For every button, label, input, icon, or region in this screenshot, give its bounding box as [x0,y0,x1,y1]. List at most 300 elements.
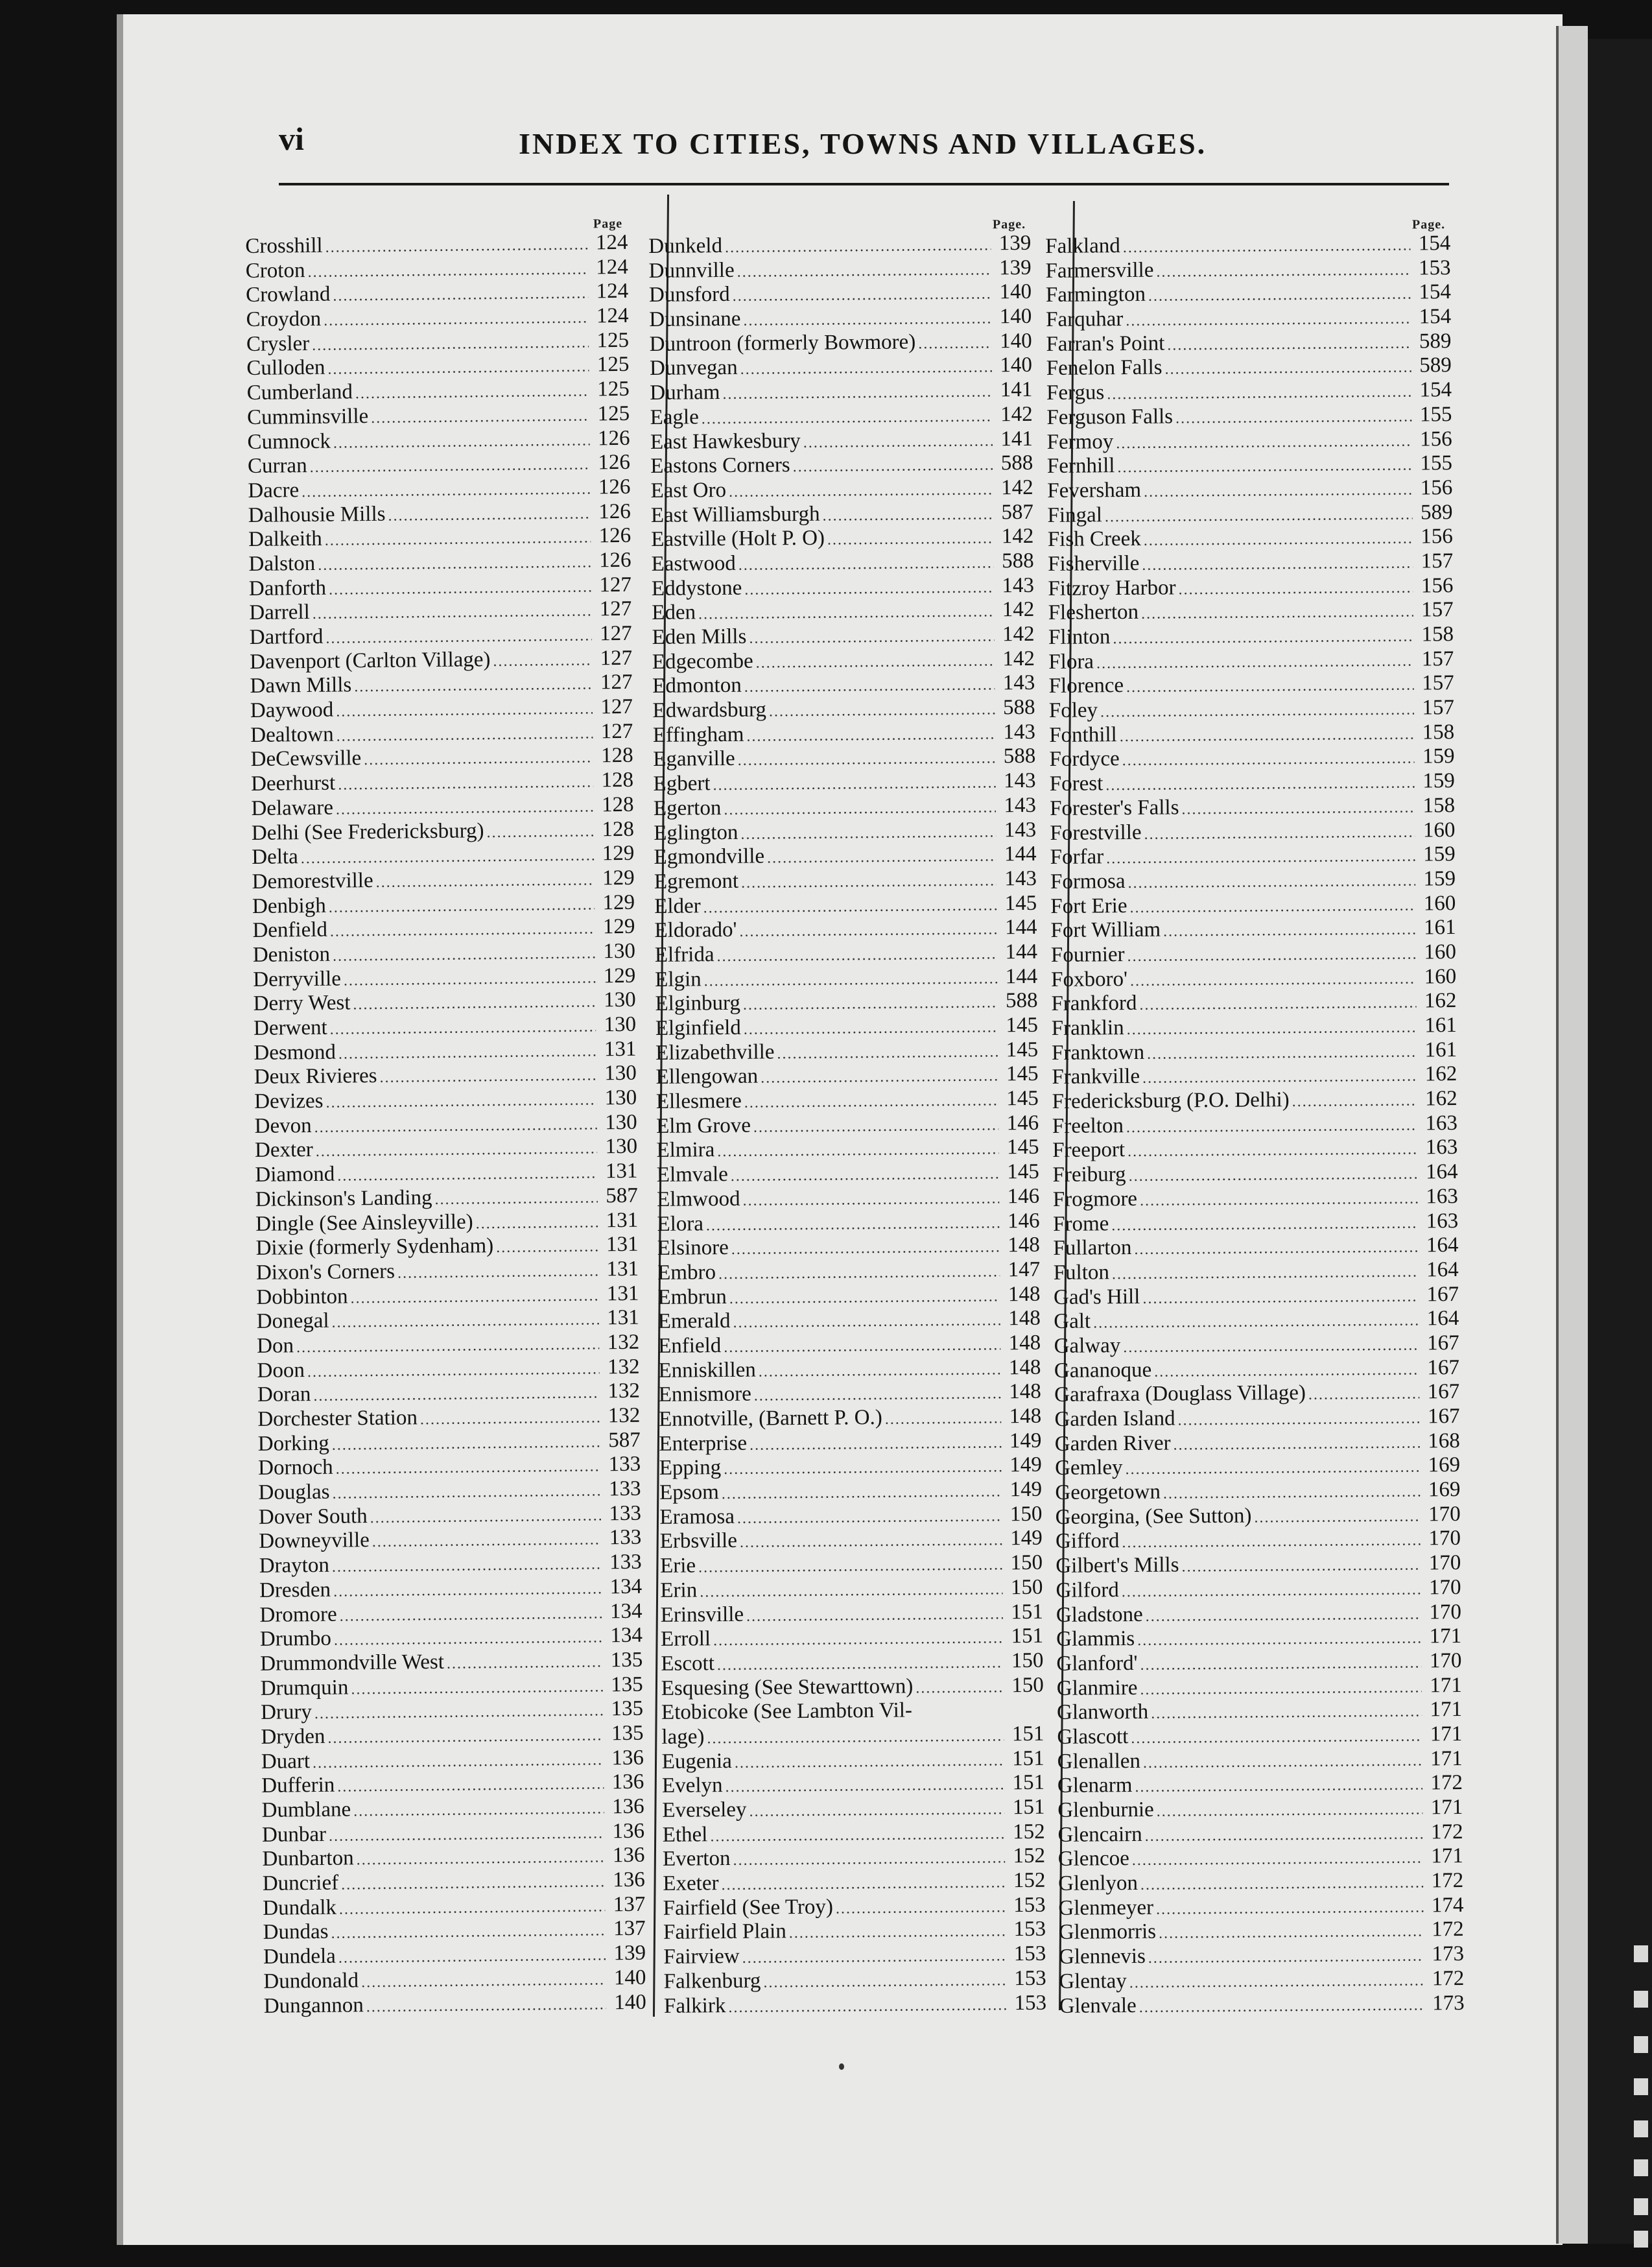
place-name: Duncrief [262,1871,339,1895]
place-name: Dunvegan [649,356,738,381]
page-number: 167 [1427,1380,1460,1404]
index-entry [246,329,629,357]
dot-leader [330,921,595,941]
place-name: Dorking [257,1431,329,1456]
index-entry [658,1355,1041,1383]
page-number: 124 [595,230,628,255]
page-number: 167 [1426,1331,1459,1355]
place-name: Farmersville [1045,258,1154,283]
dot-leader [364,750,593,770]
page-number: 171 [1430,1722,1463,1746]
index-entry [1056,1551,1461,1579]
index-entry [1052,1111,1457,1139]
dot-leader [1107,384,1411,404]
dot-leader [1292,1093,1417,1111]
index-entry [1049,696,1454,724]
page-number: 153 [1013,1917,1046,1941]
dot-leader [1159,1923,1424,1943]
index-entry [1059,1991,1464,2019]
page-number: 128 [602,817,635,841]
place-name: Glenarm [1057,1774,1133,1798]
dot-leader [434,1189,598,1209]
index-entry [1048,525,1453,552]
page-number: 147 [1008,1257,1041,1282]
index-entry [654,916,1037,944]
place-name: Embrun [657,1285,727,1309]
place-name: Freelton [1052,1113,1124,1138]
dot-leader [338,1947,606,1967]
dot-leader [1105,775,1415,795]
index-entry [659,1502,1042,1530]
place-name: Glanworth [1056,1700,1149,1725]
dot-leader [698,1556,1002,1576]
page-number: 143 [1004,866,1037,891]
page-number: 131 [607,1305,639,1330]
page-number: 150 [1010,1550,1043,1575]
index-entry [663,1893,1046,1921]
index-entry [246,353,629,381]
dot-leader [496,1239,598,1257]
place-name: Croton [245,258,305,283]
dot-leader [713,774,995,794]
place-name: Croydon [246,307,322,332]
dot-leader [313,1385,600,1406]
page-number: 148 [1008,1355,1041,1379]
page-number: 143 [1002,573,1035,597]
place-name: East Hawkesbury [650,429,801,454]
place-name: Forestville [1050,820,1142,845]
place-name: Glenallen [1057,1749,1141,1774]
place-name: Crysler [246,331,310,356]
place-name: Farquhar [1046,307,1124,332]
page-number: 124 [596,255,628,279]
place-name: Frankville [1052,1065,1140,1089]
dot-leader [314,1703,603,1724]
index-entry [1049,745,1454,773]
place-name: Fermoy [1046,429,1114,454]
place-name: Dobbinton [256,1284,348,1309]
page-number: 167 [1426,1282,1459,1306]
index-entry [1051,965,1456,993]
index-entry [1052,1014,1457,1041]
index-entry [1057,1722,1462,1750]
dot-leader [731,1239,1000,1259]
dot-leader [1127,1141,1417,1161]
index-entry [254,1086,637,1115]
index-entry [247,402,630,431]
place-name: Culloden [246,356,325,381]
index-entry [1054,1356,1459,1384]
page-number: 128 [601,768,634,792]
place-name: Dixie (formerly Sydenham) [255,1234,494,1261]
header-rule [279,183,1449,185]
index-entry [258,1428,641,1456]
page-number: 126 [598,475,631,499]
place-name: Enniskillen [658,1358,756,1383]
index-entry [659,1429,1041,1456]
place-name: Foley [1048,698,1098,723]
dot-leader [336,700,593,720]
dot-leader [1147,1043,1417,1063]
place-name: Eden Mills [652,624,747,649]
page-number: 159 [1423,866,1456,891]
page-number: 160 [1424,964,1457,989]
page-number: 142 [1001,525,1034,549]
place-name: Elder [654,894,701,918]
dot-leader [334,1630,602,1650]
dot-leader [1129,1166,1418,1186]
index-entry [663,1869,1045,1897]
dot-leader [1145,1825,1423,1845]
index-entry [1046,329,1451,357]
place-name: Ellesmere [655,1089,742,1114]
index-entry [258,1453,641,1481]
dot-leader [341,1873,605,1893]
dot-leader [337,1776,604,1796]
index-entry [254,1062,637,1090]
place-name: Curran [247,454,307,479]
index-entry [1052,1160,1457,1188]
page-number: 127 [599,573,632,597]
dot-leader [731,1165,999,1185]
page-number: 136 [611,1746,644,1770]
index-entry [255,1159,637,1188]
place-name: Eastwood [651,551,736,576]
dot-leader [717,1141,998,1161]
index-entry [263,1868,645,1897]
place-name: Glenmorris [1058,1920,1157,1945]
page-number: 128 [600,744,633,768]
index-entry [1048,623,1454,650]
place-name: Dorchester Station [257,1406,418,1431]
page-number: 128 [601,792,634,817]
dot-leader [1157,1801,1423,1821]
dot-leader [885,1410,1002,1429]
page-number: 142 [1002,647,1035,671]
index-entry [1047,476,1452,504]
place-name: Fort William [1050,918,1161,943]
index-entry [246,304,628,333]
index-entry [650,427,1033,455]
page-number: 130 [604,1086,637,1110]
page-number: 143 [1002,671,1035,695]
index-entry [256,1257,639,1286]
index-entry [652,671,1035,699]
adjacent-page-text-fragment [1634,2198,1648,2215]
place-name: Deerhurst [250,771,336,796]
place-name: Darrell [249,600,310,625]
dot-leader [735,1752,1004,1772]
place-name: Garden River [1054,1431,1171,1456]
dot-leader [722,384,992,404]
index-entry [251,768,633,797]
dot-leader [743,995,998,1014]
index-entry [1049,720,1454,748]
index-entry [260,1624,643,1652]
dot-leader [1132,1850,1423,1870]
dot-leader [1113,628,1413,648]
index-entry [657,1258,1040,1286]
place-name: Eddystone [651,576,742,600]
dot-leader [332,1556,602,1576]
place-name: Derryville [253,967,342,991]
page-number: 124 [596,279,629,303]
place-name: Cumminsville [246,404,369,429]
page-number: 133 [608,1477,641,1501]
page-number: 130 [604,1110,637,1135]
page-number: 587 [606,1183,638,1208]
page-number: 169 [1428,1478,1461,1502]
index-entry [651,549,1033,577]
index-entry [1057,1698,1462,1726]
index-entry [246,279,628,308]
dot-leader [332,1482,600,1502]
adjacent-page-text-fragment [1634,2231,1648,2248]
index-entry [248,475,630,504]
dot-leader [353,1800,604,1820]
page-number: 152 [1013,1820,1045,1844]
index-entry [1050,867,1456,895]
page-number: 140 [614,1990,646,2014]
place-name: Evelyn [661,1774,723,1798]
place-name: Crowland [246,283,331,307]
page-number: 145 [1006,1038,1039,1062]
page-number: 174 [1431,1893,1464,1917]
page-title: INDEX TO CITIES, TOWNS AND VILLAGES. [519,127,1207,160]
dot-leader [1140,1875,1423,1894]
index-entry [246,255,628,284]
index-entry [250,646,632,674]
index-entry [1046,378,1452,406]
page-number: 163 [1426,1209,1459,1233]
index-entry [655,964,1037,992]
page-number: 151 [1012,1771,1045,1795]
index-entry [657,1209,1039,1237]
index-entry [1048,647,1454,675]
dot-leader [1126,311,1411,330]
page-number: 135 [610,1672,643,1696]
index-entry [248,549,631,577]
page-number: 153 [1013,1893,1046,1917]
page-number: 149 [1009,1477,1043,1502]
dot-leader [1112,1263,1419,1283]
dot-leader [1144,824,1415,843]
dot-leader [1156,1899,1424,1918]
dot-leader [338,1043,596,1063]
dot-leader [704,970,998,990]
page-number: 131 [604,1037,637,1061]
index-entry [253,988,635,1017]
index-entry [1048,549,1453,577]
place-name: Dunnville [648,258,735,283]
dot-leader [355,383,589,403]
place-name: Egremont [654,869,739,894]
dot-leader [1181,1557,1421,1576]
place-name: Dexter [254,1138,314,1163]
place-name: Eagle [650,405,699,429]
dot-leader [327,359,589,379]
place-name: Downeyville [259,1528,370,1554]
dot-leader [744,1019,998,1038]
dot-leader [1141,604,1413,623]
dot-leader [1142,1068,1417,1087]
place-name: Fisherville [1048,551,1140,576]
index-entry [1055,1478,1460,1506]
dot-leader [733,1850,1005,1870]
page-number: 142 [1002,622,1035,647]
dot-leader [316,1141,597,1161]
place-name: Eglington [654,820,738,845]
place-name: Dalston [248,551,316,576]
dot-leader [763,1972,1006,1991]
place-name: Duart [261,1749,311,1774]
place-name: Eden [652,600,696,625]
place-name: Dunbar [261,1822,327,1847]
dot-leader [1308,1386,1419,1404]
place-name: Deniston [252,942,331,967]
place-name: Erie [659,1554,696,1578]
dot-leader [744,1092,998,1111]
dot-leader [836,1899,1006,1917]
place-name: Elmvale [656,1163,728,1187]
adjacent-page-text-fragment [1634,2120,1648,2137]
place-name: Fordyce [1049,747,1120,772]
dot-leader [333,945,595,965]
place-name: Freiburg [1052,1163,1126,1187]
place-name: Danforth [248,576,327,600]
index-entry [650,329,1032,357]
place-name: Devizes [254,1089,324,1113]
dot-leader [1137,1630,1421,1650]
place-name: Egmondville [654,844,765,870]
dot-leader [718,1263,1000,1283]
page-gutter [1556,26,1588,2244]
index-entry [254,1037,636,1065]
index-entry [248,451,630,479]
page-number: 170 [1428,1526,1461,1550]
page-number: 135 [611,1696,644,1721]
dot-leader [749,1434,1002,1454]
index-entry [250,695,633,724]
page-number: 157 [1421,549,1454,573]
index-entry [1059,1917,1464,1945]
index-entry [1047,427,1452,455]
page-number: 144 [1005,964,1038,988]
page-number: 143 [1003,768,1036,793]
page-number: 146 [1007,1184,1040,1209]
place-name: Davenport (Carlton Village) [249,647,491,674]
page-number: 588 [1002,695,1035,720]
place-name: Dover South [258,1504,368,1529]
adjacent-page-text-fragment [1634,2036,1648,2053]
place-name: Drury [260,1700,313,1725]
index-entry [260,1648,643,1677]
index-entry [257,1355,639,1383]
dot-leader [749,1801,1004,1820]
dot-leader [1122,750,1415,770]
place-name: Gad's Hill [1053,1285,1140,1309]
dot-leader [1140,1679,1422,1698]
page-number: 126 [598,499,631,523]
page-number: 129 [602,915,635,939]
dot-leader [1154,1361,1419,1381]
dot-leader [740,359,993,379]
page-number: 148 [1008,1233,1040,1257]
dot-leader [336,725,593,745]
page-number: 153 [1014,1991,1047,2015]
page-number: 157 [1422,696,1455,720]
dot-leader [1105,506,1413,526]
dot-leader [742,1190,999,1209]
index-entry [655,1014,1038,1041]
index-entry [654,794,1036,822]
index-entry [252,890,635,919]
place-name: Fulton [1053,1261,1110,1285]
place-name: Dromore [259,1602,337,1627]
dot-leader [746,726,995,745]
index-entry [256,1281,639,1310]
page-number: 144 [1004,916,1037,940]
place-name: Glentay [1059,1969,1127,1993]
index-entry [1056,1600,1461,1628]
index-entry [247,426,630,455]
dot-leader [314,1116,597,1137]
page-number: 142 [1000,402,1033,427]
index-entry [250,622,632,650]
index-entry [1052,1135,1457,1163]
dot-leader [1134,1239,1418,1259]
index-entry [659,1453,1042,1481]
index-entry [657,1185,1039,1213]
place-name: Fairfield Plain [663,1919,786,1945]
index-entry [649,280,1032,308]
page-number: 140 [999,304,1032,329]
dot-leader [742,1947,1006,1967]
index-entry [1056,1502,1461,1530]
dot-leader [361,1971,606,1991]
index-entry [253,940,635,968]
place-name: Frankford [1051,991,1137,1016]
index-entry [661,1722,1044,1750]
page-number: 131 [605,1159,638,1183]
index-entry [259,1526,641,1554]
page-number: 134 [610,1623,643,1648]
page-number: 164 [1426,1307,1459,1331]
place-name: Foxboro' [1051,967,1128,991]
dot-leader [1127,945,1416,965]
place-name: Eugenia [661,1749,733,1774]
place-name: Gananoque [1054,1358,1152,1383]
index-entry [1057,1747,1463,1775]
dot-leader [1181,799,1415,818]
page-number: 150 [1011,1648,1044,1673]
place-name: Everton [662,1847,731,1871]
dot-leader [1100,702,1414,722]
index-entry [1054,1258,1459,1286]
page-number: 130 [605,1135,638,1159]
dot-leader [717,1654,1004,1674]
index-entry [1058,1869,1463,1897]
place-name: Glammis [1056,1627,1135,1652]
dot-leader [746,1606,1003,1625]
dot-leader [353,994,595,1014]
place-name: Farran's Point [1046,331,1165,356]
place-name: Georgetown [1055,1480,1161,1505]
dot-leader [737,261,991,281]
place-name: Glenburnie [1057,1798,1154,1822]
page-number: 589 [1419,353,1452,377]
index-entry [1054,1380,1459,1408]
